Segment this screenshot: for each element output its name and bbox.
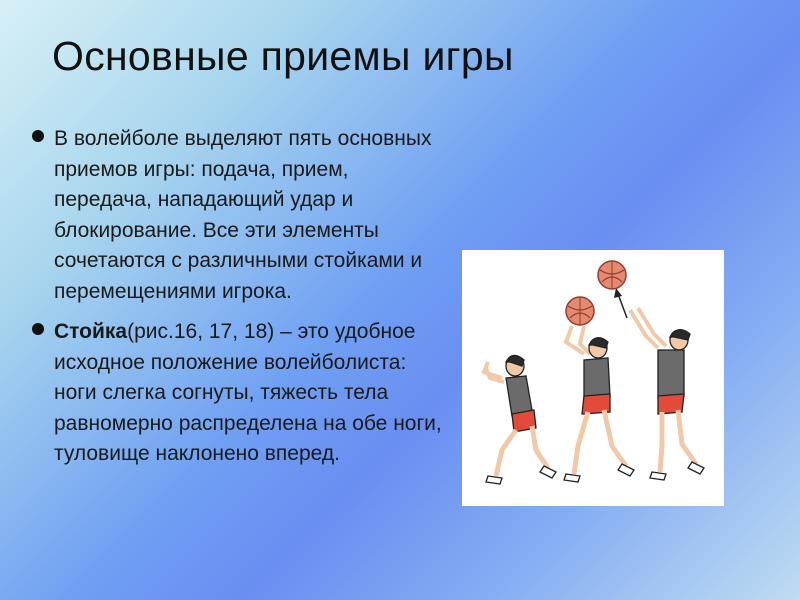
bullet-text: (рис.16, 17, 18) – это удобное исходное положение волейболиста: ноги слегка согнуты, тяжесть тела равномерно распределена на обе ноги, туловище наклонено вперед. (54, 320, 442, 465)
player-figure (630, 308, 704, 480)
ball-icon (566, 297, 594, 325)
volleyball-players-drawing (462, 250, 724, 506)
bullet-text: В волейболе выделяют пять основных приемов игры: подача, прием, передача, нападающий удар и блокирование. Все эти элементы сочетаются с различными стойками и перемещениями игрока. (54, 127, 432, 303)
arrow-up-icon (614, 288, 627, 318)
bullet-item (30, 124, 450, 307)
bullet-item (30, 317, 450, 470)
bullet-dot-icon (32, 323, 44, 335)
player-figure (484, 355, 556, 484)
ball-icon (598, 261, 626, 289)
slide-title: Основные приемы игры (52, 33, 514, 79)
bullet-list (30, 124, 450, 480)
bullet-dot-icon (32, 130, 44, 142)
volleyball-illustration (462, 250, 724, 506)
player-figure (564, 326, 634, 482)
bullet-term: Стойка (54, 320, 128, 343)
